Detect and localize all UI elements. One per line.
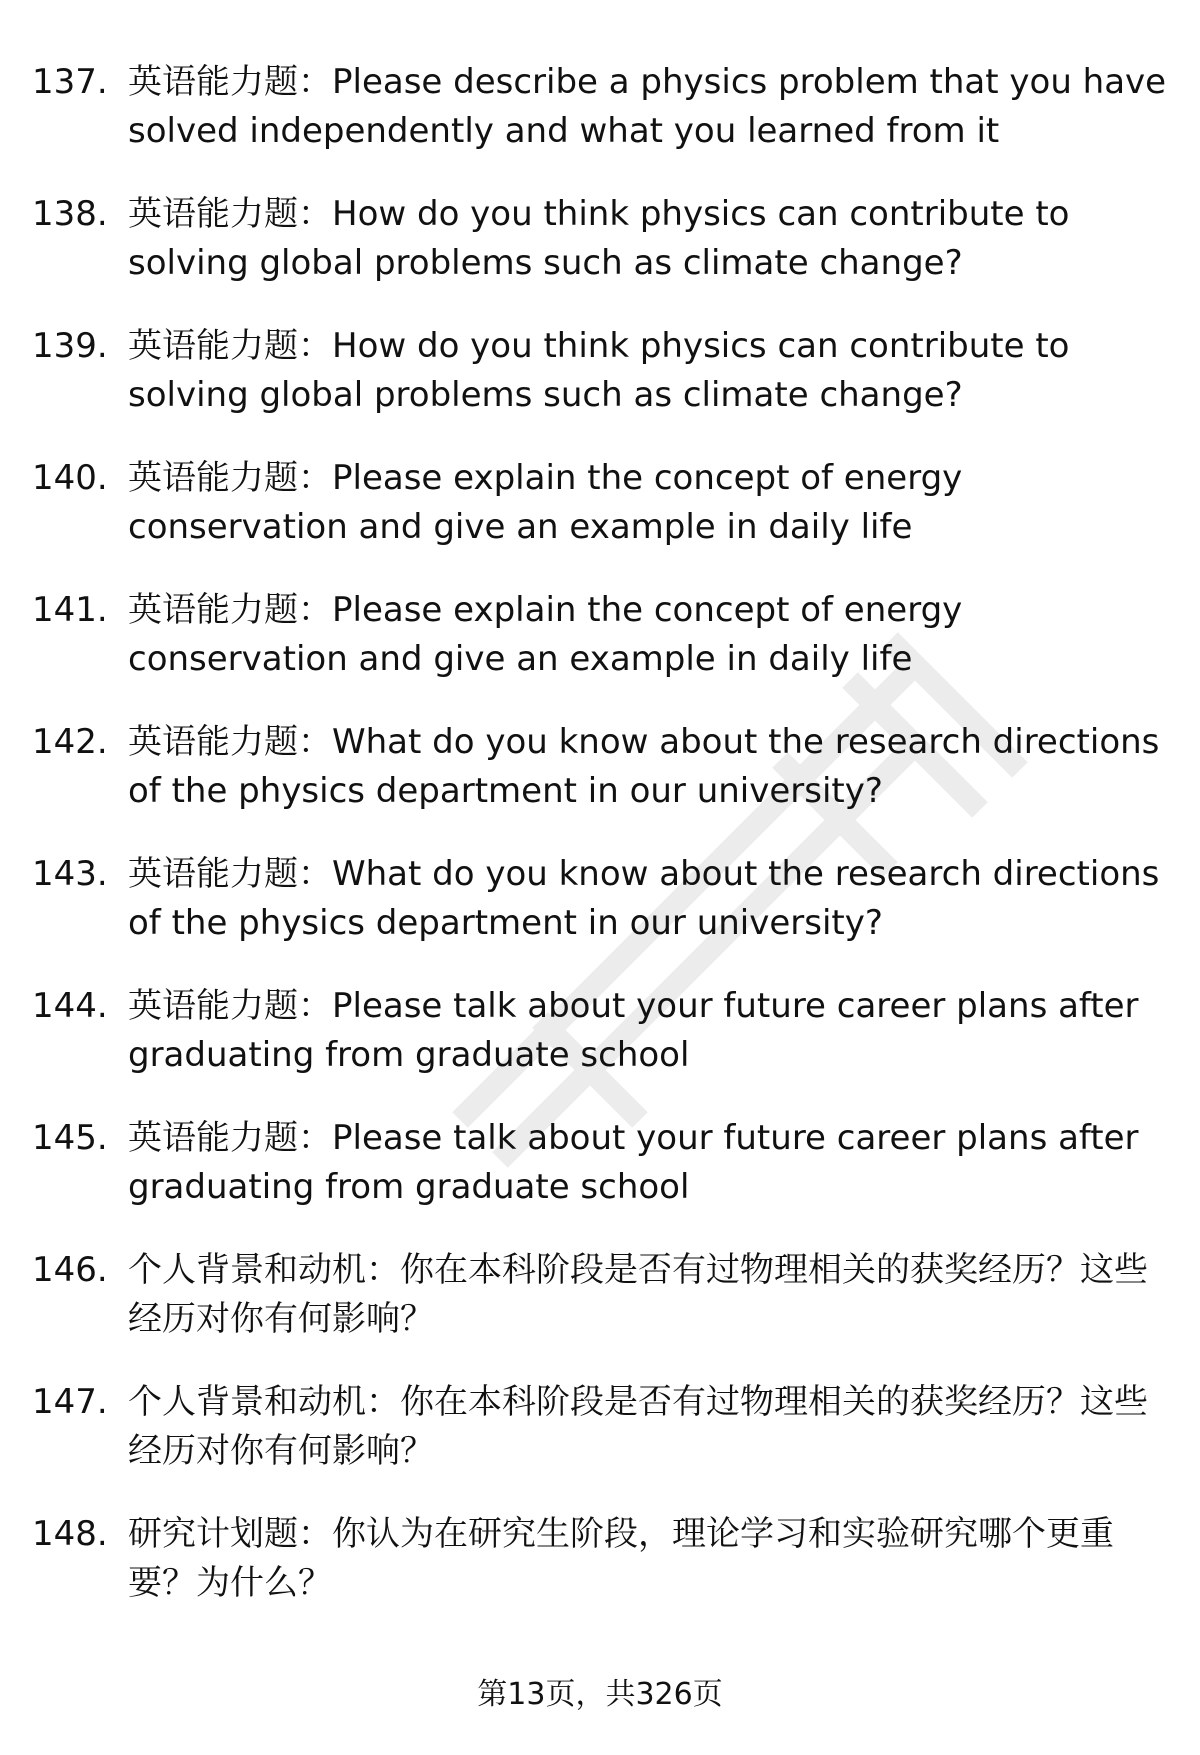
question-item <box>0 850 1200 982</box>
question-item <box>0 982 1200 1114</box>
question-text: 英语能力题：How do you think physics can contribute to solving global problems such as climate change? <box>128 194 1070 283</box>
question-number: 138. <box>32 194 108 234</box>
question-number: 146. <box>32 1250 108 1290</box>
question-item <box>0 1114 1200 1246</box>
question-text: 英语能力题：How do you think physics can contribute to solving global problems such as climate change? <box>128 326 1070 415</box>
question-text: 个人背景和动机：你在本科阶段是否有过物理相关的获奖经历？这些经历对你有何影响？ <box>128 1250 1148 1339</box>
question-text: 英语能力题：Please explain the concept of energy conservation and give an example in daily life <box>128 458 963 547</box>
page-footer: 第13页，共326页 <box>477 1677 723 1712</box>
question-text: 英语能力题：Please explain the concept of energy conservation and give an example in daily life <box>128 590 963 679</box>
question-text: 英语能力题：Please talk about your future career plans after graduating from graduate school <box>128 1118 1139 1207</box>
question-item <box>0 1378 1200 1510</box>
question-number: 142. <box>32 722 108 762</box>
question-text: 英语能力题：What do you know about the research directions of the physics department in our university? <box>128 722 1160 811</box>
question-item <box>0 1510 1200 1642</box>
question-number: 147. <box>32 1382 108 1422</box>
question-item <box>0 586 1200 718</box>
question-text: 个人背景和动机：你在本科阶段是否有过物理相关的获奖经历？这些经历对你有何影响？ <box>128 1382 1148 1471</box>
question-number: 144. <box>32 986 108 1026</box>
question-item <box>0 454 1200 586</box>
question-text: 英语能力题：Please describe a physics problem that you have solved independently and what you learned from it <box>128 62 1167 151</box>
question-number: 137. <box>32 62 108 102</box>
question-item <box>0 58 1200 190</box>
question-number: 145. <box>32 1118 108 1158</box>
question-text: 英语能力题：What do you know about the research directions of the physics department in our university? <box>128 854 1160 943</box>
question-number: 143. <box>32 854 108 894</box>
question-number: 140. <box>32 458 108 498</box>
question-item <box>0 322 1200 454</box>
question-item <box>0 1246 1200 1378</box>
question-number: 148. <box>32 1514 108 1554</box>
question-item <box>0 718 1200 850</box>
question-number: 139. <box>32 326 108 366</box>
question-text: 研究计划题：你认为在研究生阶段，理论学习和实验研究哪个更重要？为什么？ <box>128 1514 1114 1603</box>
question-text: 英语能力题：Please talk about your future career plans after graduating from graduate school <box>128 986 1139 1075</box>
question-number: 141. <box>32 590 108 630</box>
question-list <box>0 58 1200 1642</box>
question-item <box>0 190 1200 322</box>
